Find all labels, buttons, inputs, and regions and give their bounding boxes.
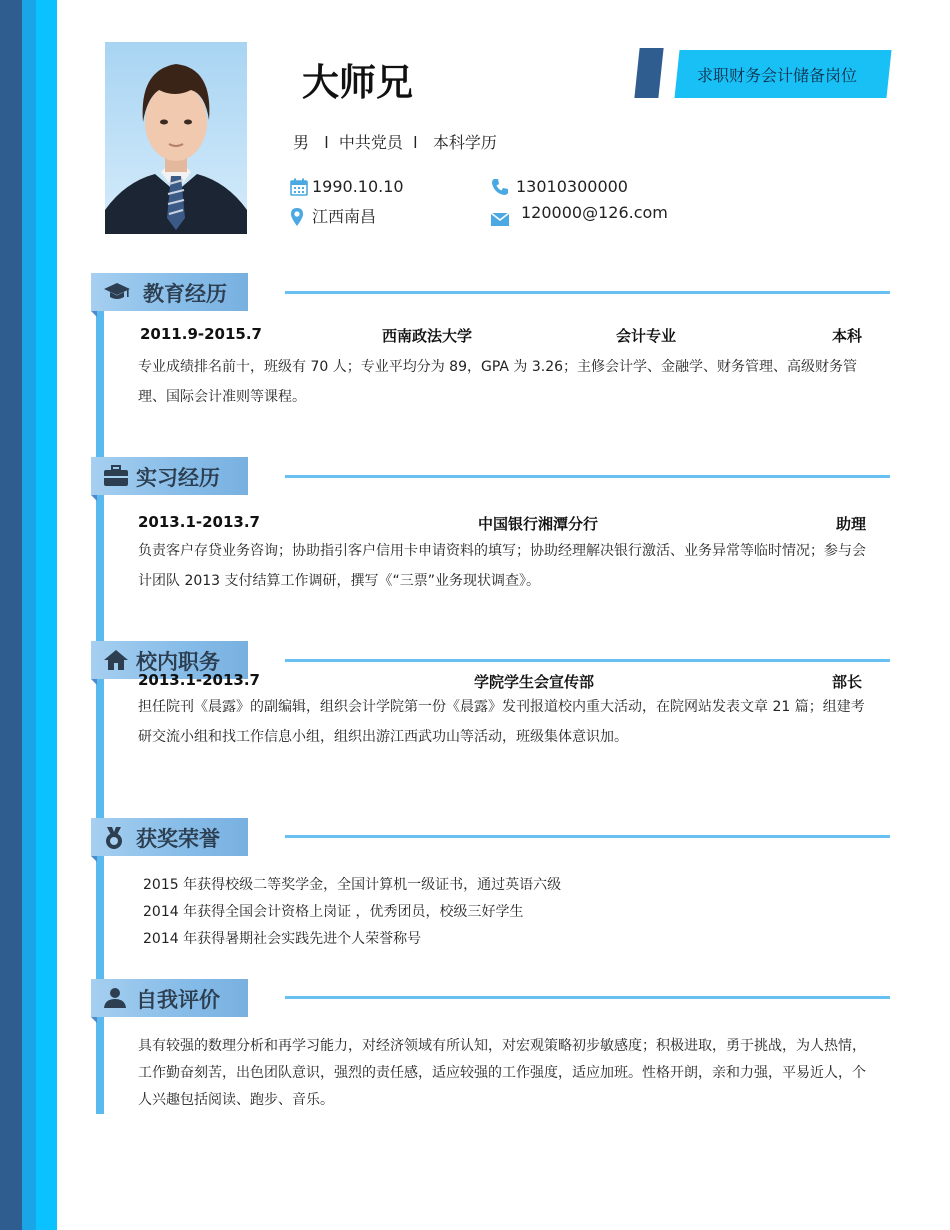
section-title: 实习经历 [136, 466, 220, 490]
section-divider [285, 835, 890, 838]
education-school: 西南政法大学 [382, 327, 473, 345]
person-icon [103, 987, 127, 1009]
gender: 男 [293, 133, 310, 152]
section-awards-header [91, 818, 248, 856]
left-strip-dark [0, 0, 22, 1230]
education-major: 会计专业 [616, 327, 677, 345]
job-target-text: 求职财务会计储备岗位 [697, 66, 858, 85]
profile-photo [105, 42, 247, 234]
political-status: 中共党员 [338, 133, 403, 152]
calendar-icon [290, 178, 308, 196]
graduation-cap-icon [103, 281, 131, 303]
medal-icon [103, 826, 125, 850]
section-divider [285, 996, 890, 999]
birthday: 1990.10.10 [312, 177, 404, 196]
internship-org: 中国银行湘潭分行 [478, 515, 599, 533]
awards-list [143, 872, 561, 953]
internship-period: 2013.1-2013.7 [138, 513, 260, 531]
campus-period: 2013.1-2013.7 [138, 671, 260, 689]
self-evaluation-detail: 具有较强的数理分析和再学习能力，对经济领域有所认知，对宏观策略初步敏感度；积极进取，勇于挑战，为人热情，工作勤奋刻苦，出色团队意识，强烈的责任感，适应较强的工作强度，适应加班。性格开朗，亲和力强，平易近人，个人兴趣包括阅读、跑步、音乐。 [138, 1038, 866, 1108]
section-divider [285, 475, 890, 478]
location-pin-icon [290, 207, 304, 227]
list-item: 2015 年获得校级二等奖学金，全国计算机一级证书，通过英语六级 [143, 877, 562, 893]
job-target-banner [637, 48, 892, 98]
email: 120000@126.com [521, 203, 668, 222]
home-icon [103, 649, 129, 671]
section-title: 获奖荣誉 [136, 827, 220, 851]
section-divider [285, 659, 890, 662]
section-title: 自我评价 [136, 988, 220, 1012]
left-strip-mid [22, 0, 36, 1230]
meta-separator: l [413, 133, 418, 152]
campus-org: 学院学生会宣传部 [474, 673, 595, 691]
education-period: 2011.9-2015.7 [140, 325, 262, 343]
phone-number: 13010300000 [516, 177, 628, 196]
section-education-header [91, 273, 248, 311]
education-level: 本科学历 [432, 133, 497, 152]
campus-role: 部长 [832, 673, 863, 691]
envelope-icon [490, 212, 510, 227]
section-divider [285, 291, 890, 294]
personal-meta [293, 130, 497, 153]
meta-separator: l [324, 133, 329, 152]
campus-detail: 担任院刊《晨露》的副编辑，组织会计学院第一份《晨露》发刊报道校内重大活动，在院网站发表文章 21 篇；组建考研交流小组和找工作信息小组，组织出游江西武功山等活动，班级集体意识加。 [138, 699, 865, 745]
section-internship-header [91, 457, 248, 495]
briefcase-icon [103, 465, 129, 487]
location: 江西南昌 [312, 207, 377, 226]
section-title: 校内职务 [136, 650, 220, 674]
list-item: 2014 年获得暑期社会实践先进个人荣誉称号 [143, 931, 422, 947]
section-title: 教育经历 [143, 282, 227, 306]
internship-detail: 负责客户存贷业务咨询；协助指引客户信用卡申请资料的填写；协助经理解决银行激活、业务异常等临时情况；参与会计团队 2013 支付结算工作调研，撰写《“三票”业务现状调查》。 [138, 543, 866, 589]
section-self-header [91, 979, 248, 1017]
candidate-name: 大师兄 [302, 61, 413, 104]
phone-icon [490, 177, 510, 197]
list-item: 2014 年获得全国会计资格上岗证 ，优秀团员，校级三好学生 [143, 904, 524, 920]
education-detail: 专业成绩排名前十，班级有 70 人；专业平均分为 89，GPA 为 3.26；主修会计学、金融学、财务管理、高级财务管理、国际会计准则等课程。 [138, 359, 858, 405]
left-strip-light [36, 0, 57, 1230]
education-degree: 本科 [832, 327, 863, 345]
internship-role: 助理 [836, 515, 867, 533]
